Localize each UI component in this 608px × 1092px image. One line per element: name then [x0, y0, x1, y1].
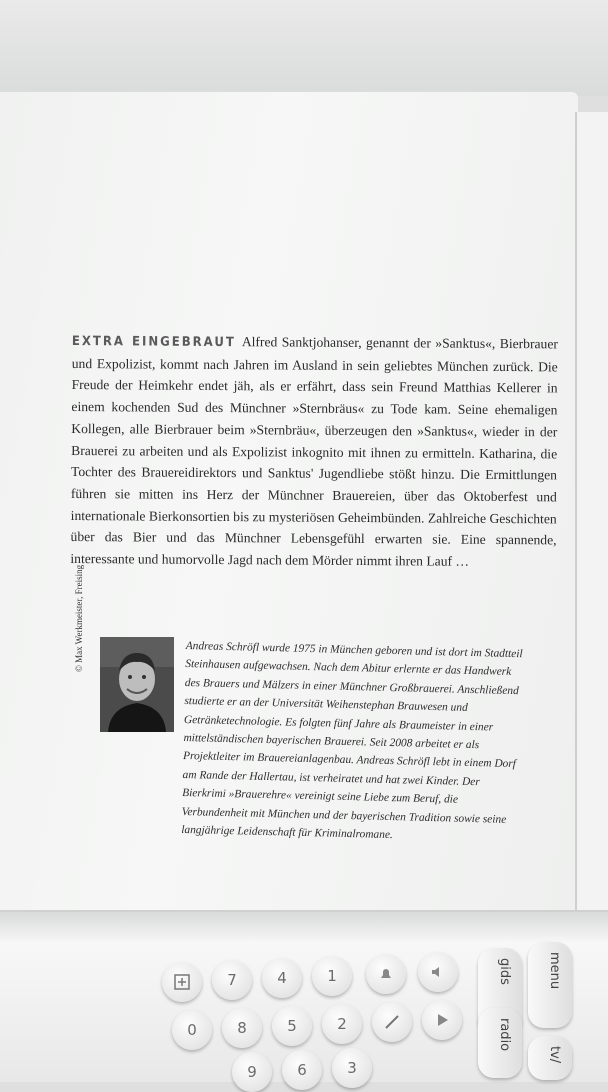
key-8[interactable]: 8 [222, 1008, 262, 1048]
blurb [70, 330, 558, 573]
menu-button[interactable] [528, 942, 572, 1028]
remote-control [0, 910, 608, 1082]
sound-button[interactable] [418, 952, 458, 992]
radio-label: radio [497, 1018, 512, 1052]
photo-credit: © Max Werkmeister, Freising [74, 564, 84, 672]
play-icon [433, 1011, 451, 1029]
background-wall [0, 0, 608, 96]
sound-icon [429, 963, 447, 981]
bell-button[interactable] [366, 954, 406, 994]
key-0[interactable]: 0 [172, 1010, 212, 1050]
blurb-text: Alfred Sanktjohanser, genannt der »Sanktus«, Bierbrauer und Expolizist, kommt nach Jahren im Ausland in sein geliebtes München zurück. Die Freude der Heimkehr endet jäh, als er erfährt, dass sein Freund Matthias Kellerer in einem kochenden Sud des Münchner »Sternbräus« zu Tode kam. Seine ehemaligen Kollegen, alle Bierbrauer beim »Sternbräu«, überzeugen den »Sanktus«, wieder in der Brauerei zu arbeiten und als Expolizist inkognito mit ihnen zu ermitteln. Katharina, die Tochter des Brauereidirektors und Sanktus' Jugendliebe stößt hinzu. Die Ermittlungen führen sie mitten ins Herz der Münchner Brauereien, über das Oktoberfest und internationale Bierkonsortien bis zu mysteriösen Geheimbünden. Zahlreiche Geschichten über das Bier und das Münchner Lebensgefühl erwarten sie. Eine spannende, interessante und humorvolle Jagd nach dem Mörder nimmt ihren Lauf … [70, 334, 558, 569]
key-2[interactable]: 2 [322, 1004, 362, 1044]
key-7[interactable]: 7 [212, 960, 252, 1000]
key-4[interactable]: 4 [262, 958, 302, 998]
blurb-heading: EXTRA EINGEBRAUT [71, 333, 236, 351]
tv-label: tv/ [547, 1046, 562, 1064]
bell-icon [377, 965, 395, 983]
play-button[interactable] [422, 1000, 462, 1040]
key-9[interactable]: 9 [232, 1052, 272, 1092]
teletext-button[interactable] [162, 962, 202, 1002]
mute-icon [383, 1013, 401, 1031]
tv-button[interactable] [528, 1036, 572, 1080]
key-1[interactable]: 1 [312, 956, 352, 996]
next-page-edge [575, 112, 608, 912]
author-photo [100, 637, 174, 732]
gids-label: gids [497, 958, 512, 985]
remote-top-edge [0, 912, 608, 942]
key-5[interactable]: 5 [272, 1006, 312, 1046]
author-bio: Andreas Schröfl wurde 1975 in München geboren und ist dort im Stadtteil Steinhausen aufgewachsen. Nach dem Abitur erlernte er das Handwerk des Brauers und Mälzers in einer Münchner Großbrauerei. Anschließend studierte er an der Universität Weihenstephan Brauwesen und Getränketechnologie. Es folgten fünf Jahre als Braumeister in einer mittelständischen bayerischen Brauerei. Seit 2008 arbeitet er als Projektleiter im Brauereianlagenbau. Andreas Schröfl lebt in einem Dorf am Rande der Hallertau, ist verheiratet und hat zwei Kinder. Der Bierkrimi »Brauerehre« vereinigt seine Liebe zum Beruf, die Verbundenheit mit München und der bayerischen Tradition sowie seine langjährige Leidenschaft für Kriminalromane. [181, 639, 523, 842]
key-6[interactable]: 6 [282, 1050, 322, 1090]
menu-label: menu [547, 952, 562, 990]
teletext-icon [173, 973, 191, 991]
key-3[interactable]: 3 [332, 1048, 372, 1088]
radio-button[interactable] [478, 1008, 522, 1078]
mute-button[interactable] [372, 1002, 412, 1042]
